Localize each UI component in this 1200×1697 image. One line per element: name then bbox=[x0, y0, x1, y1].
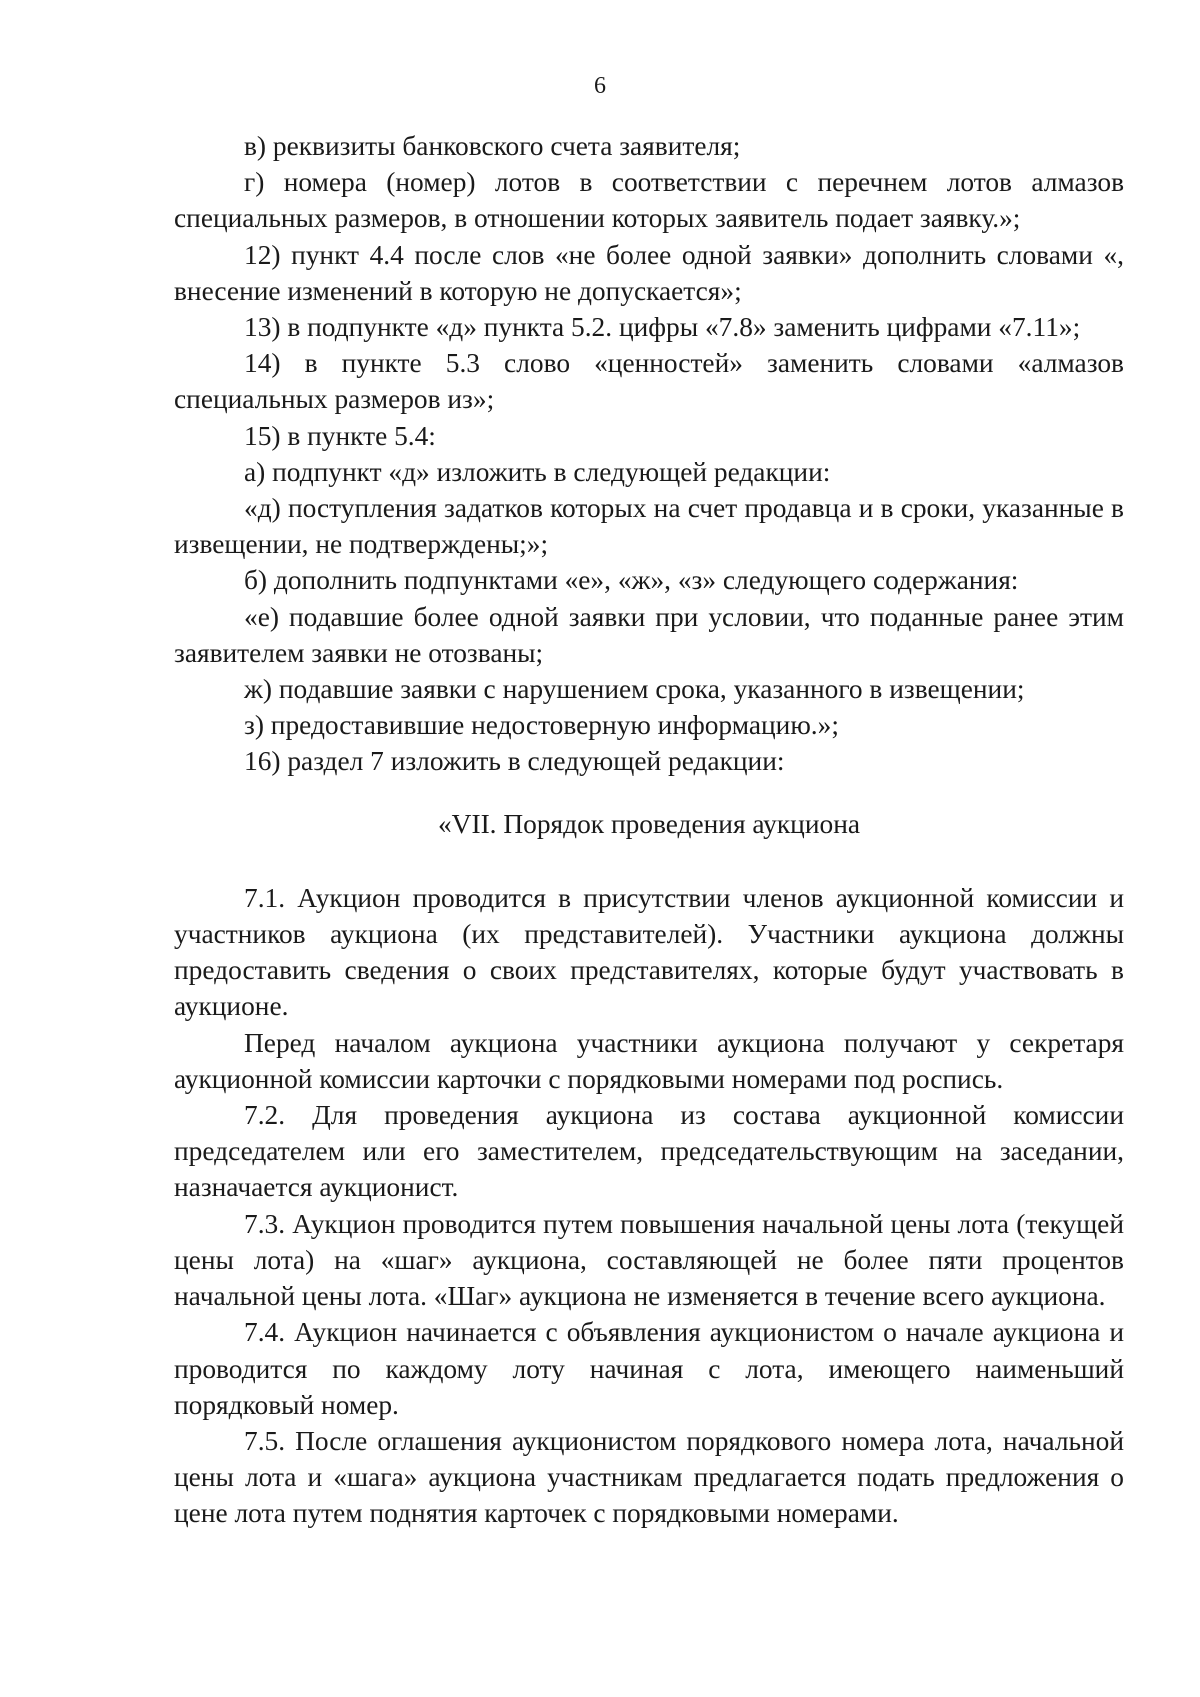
paragraph: ж) подавшие заявки с нарушением срока, указанного в извещении; bbox=[244, 674, 1025, 705]
section-paragraph: Перед началом аукциона участники аукциона получают у секретаря аукционной комиссии карточки с порядковыми номерами под роспись. bbox=[174, 1027, 1124, 1094]
paragraph: 14) в пункте 5.3 слово «ценностей» заменить словами «алмазов специальных размеров из»; bbox=[174, 348, 1124, 415]
paragraph: 13) в подпункте «д» пункта 5.2. цифры «7.8» заменить цифрами «7.11»; bbox=[244, 312, 1081, 343]
section-paragraph: 7.2. Для проведения аукциона из состава аукционной комиссии председателем или его заместителем, председательствующим на заседании, назначается аукционист. bbox=[174, 1100, 1124, 1203]
page-number: 6 bbox=[594, 73, 606, 99]
section-paragraph: 7.1. Аукцион проводится в присутствии членов аукционной комиссии и участников аукциона (их представителей). Участники аукциона должны предоставить сведения о своих представителях, которые будут участвовать в аукционе. bbox=[174, 882, 1124, 1022]
section-paragraph: 7.5. После оглашения аукционистом порядкового номера лота, начальной цены лота и «шага» аукциона участникам предлагается подать предложения о цене лота путем поднятия карточек с порядковыми номерами. bbox=[174, 1425, 1124, 1529]
document-body bbox=[174, 128, 1124, 1532]
paragraph: г) номера (номер) лотов в соответствии с перечнем лотов алмазов специальных размеров, в отношении которых заявитель подает заявку.»; bbox=[174, 167, 1124, 234]
paragraph: в) реквизиты банковского счета заявителя; bbox=[244, 131, 741, 161]
section-paragraph: 7.3. Аукцион проводится путем повышения начальной цены лота (текущей цены лота) на «шаг» аукциона, составляющей не более пяти процентов начальной цены лота. «Шаг» аукциона не изменяется в течение всего аукциона. bbox=[174, 1208, 1124, 1312]
paragraph: 15) в пункте 5.4: bbox=[244, 420, 436, 451]
paragraph: 12) пункт 4.4 после слов «не более одной заявки» дополнить словами «, внесение изменений в которую не допускается»; bbox=[174, 239, 1124, 306]
section-heading: «VII. Порядок проведения аукциона bbox=[437, 808, 861, 839]
paragraph: «е) подавшие более одной заявки при условии, что поданные ранее этим заявителем заявки не отозваны; bbox=[174, 601, 1124, 668]
paragraph: 16) раздел 7 изложить в следующей редакции: bbox=[244, 746, 785, 777]
paragraph: а) подпункт «д» изложить в следующей редакции: bbox=[244, 456, 831, 487]
paragraph: з) предоставившие недостоверную информацию.»; bbox=[244, 710, 839, 741]
paragraph: б) дополнить подпунктами «е», «ж», «з» следующего содержания: bbox=[244, 565, 1019, 596]
section-paragraph: 7.4. Аукцион начинается с объявления аукционистом о начале аукциона и проводится по каждому лоту начиная с лота, имеющего наименьший порядковый номер. bbox=[174, 1317, 1124, 1420]
paragraph: «д) поступления задатков которых на счет продавца и в сроки, указанные в извещении, не подтверждены;»; bbox=[174, 493, 1124, 560]
